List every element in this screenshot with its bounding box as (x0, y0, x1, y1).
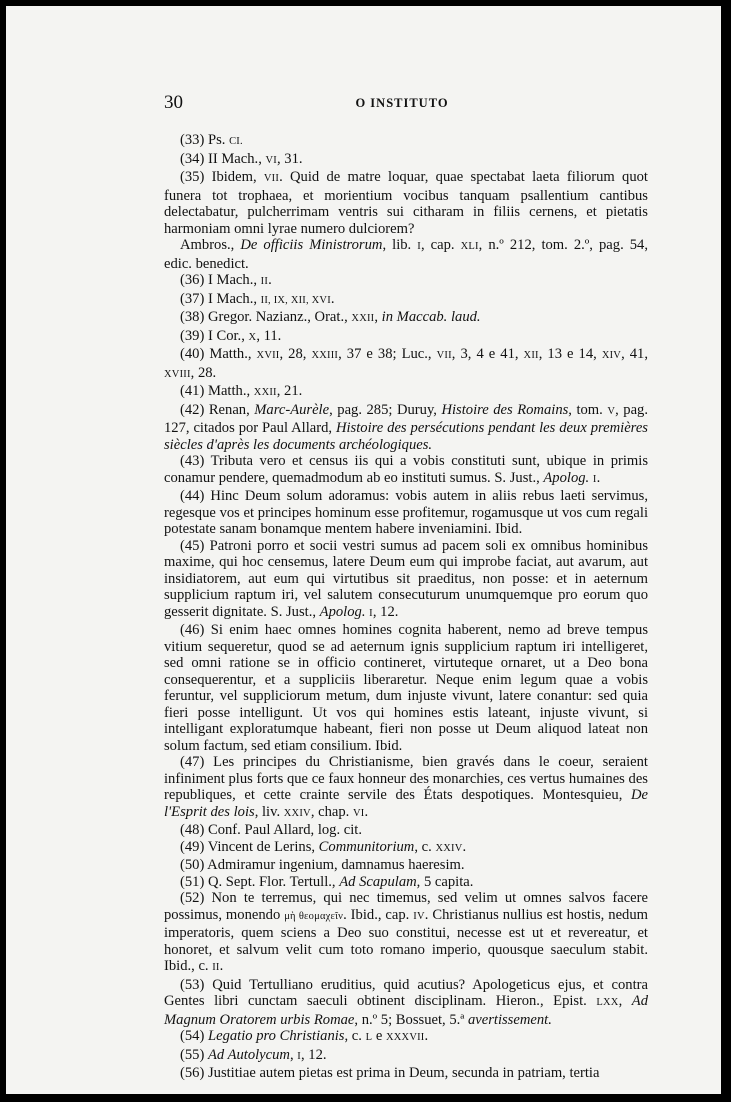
footnote (164, 169, 648, 237)
footnote-text: , 5 capita. (416, 873, 474, 890)
footnote (164, 402, 648, 454)
footnote-text: (42) Renan, (180, 401, 255, 418)
footnote-text: , liv. (254, 803, 284, 820)
footnote-text: XIV (601, 350, 622, 361)
footnote-text: II (260, 276, 269, 287)
footnote (164, 839, 648, 858)
footnote-text: LXX (596, 997, 619, 1008)
footnote-text: , 41, (621, 346, 648, 362)
footnote (164, 309, 648, 328)
footnote-italic-text: avertissement. (467, 1011, 552, 1028)
footnote-text: , 28. (190, 364, 217, 381)
footnote-text: , 11. (256, 327, 282, 344)
footnote-text: (33) Ps. (180, 132, 230, 148)
footnote-text: XVIII (164, 368, 191, 380)
footnote-text: II, IX, XII, XVI (260, 294, 331, 306)
footnote-italic-text: Communitorium (318, 838, 415, 855)
footnote (164, 237, 648, 272)
footnote-text: . Ibid., cap. (343, 906, 414, 923)
footnote-text: VI (265, 154, 277, 166)
footnote (164, 151, 648, 170)
footnote-text: XXII (253, 387, 277, 398)
footnote-italic-text: Ad Autolycum (207, 1046, 290, 1063)
footnote-text: XXIV (435, 842, 463, 854)
footnote-text: . (268, 272, 272, 288)
footnote-text: , c. (414, 838, 436, 855)
footnote-text: I (369, 607, 373, 619)
footnote-italic-text: De l'Esprit des lois (164, 787, 648, 820)
footnote-text: XXIII (311, 350, 339, 361)
footnote-text: , (289, 1046, 298, 1063)
footnote (164, 488, 648, 538)
footnote-text: , (374, 309, 382, 325)
footnote-text: IV (413, 910, 425, 922)
footnote-text: . (219, 958, 224, 974)
footnote-text: (55) (180, 1046, 208, 1063)
footnote-text: X (248, 331, 257, 343)
footnote (164, 383, 648, 402)
footnote-text: , 12. (300, 1046, 327, 1063)
footnote-text: (46) Si enim haec omnes homines cognita haberent, nemo ad breve tempus vitium sequeretur, quod se ad aeternum ignis supplicium raptum iri intelligeret, sed omni ratione se in officio contineret, virtuteque ornaret, ut a Deo bona consequerentur, et a suppliciis liberaretur. Neque enim legum quae a vobis feruntur, vel suppliciorum metum, dum injuste vivunt, latere conantur: sed quia fieri posse intelligunt. Ut vos qui homines estis lateant, injuste vivunt, si intelligant exploratumque habeant, fieri non posse ut Deum aliquod lateat non solum factum, sed etiam consilium. Ibid. (164, 622, 648, 754)
footnote (164, 622, 648, 754)
footnote-text: , 37 e 38; Luc., (338, 346, 437, 362)
footnote-text: , 31. (277, 150, 303, 167)
footnote-text: (44) Hinc Deum solum adoramus: vobis autem in aliis rebus laeti servimus, regesque vos et principes hominum esse profitemur, rogamusque ut vos cum regali potestate sanam bonamque mentem habere inveniamini. Ibid. (164, 488, 648, 537)
footnote-italic-text: Legatio pro Christianis (207, 1028, 345, 1044)
footnote-text: (35) Ibidem, (180, 169, 264, 185)
footnote (164, 874, 648, 891)
footnote-text: , pag. 127, citados por Paul Allard, (164, 401, 648, 436)
footnote-text: (34) II Mach., (180, 150, 266, 167)
footnote-text: (47) Les principes du Christianisme, bien gravés dans le coeur, seraient infiniment plus forts que ce faux honneur des monarchies, ces vertus humaines des republiques, et cette crainte servile des États despotiques. Montesquieu, (164, 754, 648, 803)
footnote-italic-text: Ad Scapulam (339, 873, 417, 890)
footnote-text: . (330, 290, 335, 307)
footnote-italic-text: in Maccab. laud. (381, 309, 481, 325)
footnote-italic-text: Ad Magnum Oratorem urbis Romae (164, 993, 648, 1028)
footnote-text: (40) Matth., (180, 346, 257, 362)
footnote-text: , 3, 4 e 41, (451, 346, 524, 362)
footnote-text: , n.º 212, tom. 2.º, pag. 54, edic. benedict. (164, 237, 648, 272)
footnote-italic-text: Histoire des persécutions pendant les deux premières siècles d'après les documents archéologiques. (164, 420, 648, 453)
footnote-text: , 28, (279, 346, 312, 362)
footnote-text: I (592, 473, 597, 485)
footnote-text: (53) Quid Tertulliano eruditius, quid acutius? Apologeticus ejus, et contra Gentes libri cunctam saeculi obtinent disciplinam. Hieron., Epist. (164, 976, 648, 1009)
footnote-text: , c. (344, 1028, 366, 1044)
footnote-text: (36) I Mach., (180, 272, 261, 288)
footnote-text: XXXVII (385, 1032, 425, 1043)
footnote (164, 291, 648, 310)
footnote-text: (56) Justitiae autem pietas est prima in Deum, secunda in patriam, tertia (180, 1065, 600, 1081)
footnote-text: , (618, 993, 632, 1009)
footnote-text: (48) Conf. Paul Allard, log. cit. (180, 822, 362, 838)
footnote-italic-text: Apolog. (543, 469, 590, 486)
page-header (164, 92, 640, 114)
footnote-text: . Christianus nullius est hostis, nedum imperatoris, quem sciens a Deo suo constitui, necesse est ut et revereatur, et honoret, et salvum velit cum toto romano imperio, quousque saeculum stabit. Ibid., c. (164, 906, 648, 974)
footnote (164, 272, 648, 291)
footnote-text: XII (523, 350, 539, 361)
footnote-text: II (212, 962, 220, 973)
footnote-text: Ambros., (180, 237, 241, 253)
footnote (164, 1065, 648, 1082)
footnote (164, 132, 648, 151)
footnote-text: CI. (229, 136, 243, 147)
footnote-text: (38) Gregor. Nazianz., Orat., (180, 309, 352, 325)
footnote-text: , tom. (568, 401, 608, 418)
footnote-text: . Quid de matre loquar, quae spectabat laeta filiorum quot funera tot trophaea, et morientium vocibus tanquam psallentium cantibus delectabatur, pulcherrimam ventris sui citharam in filiis cernens, et pietatis harmoniam omni lyrae numero dulciorem? (164, 169, 648, 237)
footnote-text: (39) I Cor., (180, 327, 249, 344)
footnote-text: , chap. (310, 803, 353, 820)
footnote-text: (51) Q. Sept. Flor. Tertull., (180, 873, 340, 890)
footnote-text: , 13 e 14, (538, 346, 602, 362)
footnote-text: . (424, 1028, 429, 1044)
footnote (164, 538, 648, 623)
footnote-italic-text: Marc-Aurèle (254, 401, 330, 418)
footnote-text: VII (263, 173, 280, 184)
footnote (164, 1047, 648, 1066)
footnote-text: (52) Non te terremus, qui nec timemus, sed velim ut omnes salvos facere possimus, monendo (164, 890, 648, 923)
footnote (164, 328, 648, 347)
footnote-text: μὴ θεομαχεῖν (284, 910, 344, 922)
footnote-text: (41) Matth., (180, 383, 254, 399)
footnote-text: (37) I Mach., (180, 290, 261, 307)
footnote-text: I (297, 1050, 301, 1062)
footnote-text: L (365, 1032, 373, 1043)
footnote-text: VI (352, 807, 365, 819)
footnote-text: , n.º 5; Bossuet, 5.ª (354, 1011, 468, 1028)
footnote-text: . (364, 803, 369, 820)
footnote-text: (54) (180, 1028, 208, 1044)
footnote-text: I (417, 241, 421, 252)
footnote-text: XXII (351, 313, 375, 324)
footnote-text: XVII (256, 350, 280, 361)
footnote-text: VII (436, 350, 452, 361)
running-title: O INSTITUTO (355, 96, 449, 110)
footnote (164, 754, 648, 822)
footnote-text: (43) Tributa vero et census iis qui a vobis constituti sunt, ubique in primis conamur pendere, quemadmodum ab eo instituti sumus. S. Just., (164, 453, 648, 486)
footnote (164, 890, 648, 977)
footnote (164, 822, 648, 839)
page-number: 30 (164, 92, 183, 113)
footnote-italic-text: Apolog. (319, 603, 366, 620)
footnote-text: , cap. (420, 237, 461, 253)
footnote-text: , 21. (276, 383, 303, 399)
footnote-text: e (372, 1028, 386, 1044)
footnote-text: , pag. 285; Duruy, (329, 401, 442, 418)
footnote (164, 857, 648, 874)
footnote (164, 977, 648, 1029)
footnote-text: (49) Vincent de Lerins, (180, 838, 319, 855)
footnote-text: (45) Patroni porro et socii vestri sumus ad pacem soli ex omnibus hominibus maxime, qui hoc censemus, latere Deum eum qui improbe faciat, aut avarum, aut insidiatorem, aut eum qui virtutibus sit praeditus, non posse: et in aeternum supplicium raptum iri, vel salutem consecuturum unumquemque pro eorum quo gesserit dignitate. S. Just., (164, 537, 648, 620)
footnote (164, 346, 648, 383)
footnote-italic-text: De officiis Ministrorum (240, 237, 383, 253)
footnote (164, 453, 648, 488)
footnote-text: , lib. (382, 237, 418, 253)
footnote-text: XLI (460, 241, 479, 252)
footnote-text: , 12. (372, 603, 399, 620)
footnote-text: . (596, 469, 601, 486)
book-page (6, 6, 721, 1094)
footnote-text: . (462, 838, 467, 855)
footnotes (164, 132, 648, 1082)
footnote-text: (50) Admiramur ingenium, damnamus haeresim. (180, 857, 465, 873)
footnote-text: V (607, 405, 616, 417)
footnote (164, 1028, 648, 1047)
footnote-text: XXIV (283, 807, 311, 819)
footnote-italic-text: Histoire des Romains (441, 401, 569, 418)
